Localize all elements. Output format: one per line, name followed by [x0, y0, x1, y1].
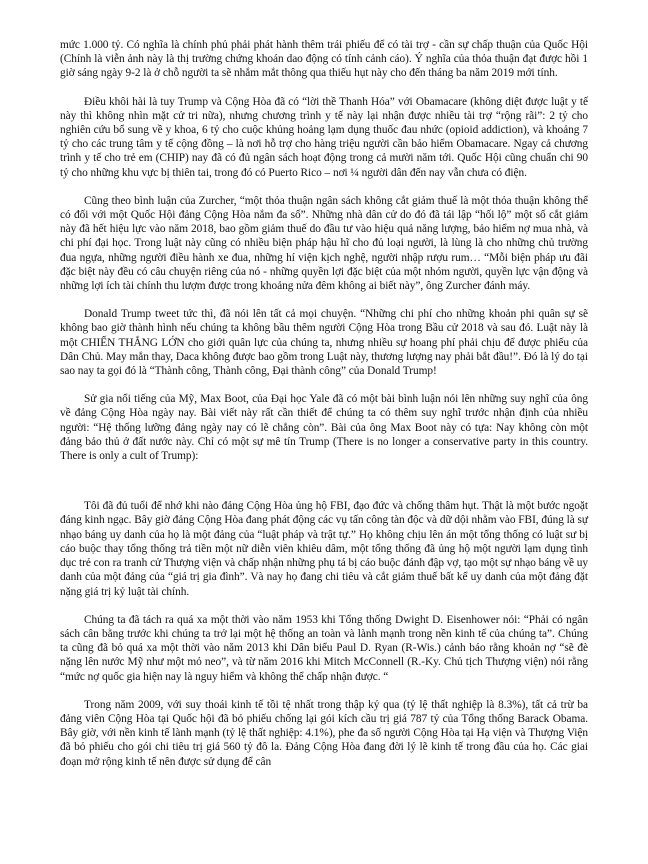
paragraph-stimulus-2009: Trong năm 2009, với suy thoái kinh tế tồi tệ nhất trong thập kỷ qua (tỷ lệ thất nghiệp là 8.3%), tất cả trừ ba đảng viên Cộng Hòa tại Quốc hội đã bỏ phiếu chống lại gói kích cầu trị giá 787 tỷ của Tổng thống Barack Obama. Bây giờ, với nền kinh tế lành mạnh (tỷ lệ thất nghiệp: 4.1%), phe đa số người Cộng Hòa tại Hạ viện và Thượng Viện đã bỏ phiếu cho gói chi tiêu trị giá 560 tỷ đô la. Đảng Cộng Hòa đang đời lý lẽ kinh tế trong đầu của họ. Các giai đoạn mở rộng kinh tế nên được sử dụng để cân	[60, 698, 588, 768]
paragraph-max-boot-intro: Sử gia nổi tiếng của Mỹ, Max Boot, của Đại học Yale đã có một bài bình luận nói lên những suy nghĩ của ông về đảng Cộng Hòa ngày nay. Bài viết này rất cần thiết để chúng ta có thêm suy nghĩ trước nhận định của nhiều người: “Hệ thống lưỡng đảng ngày nay có lẽ chẳng còn”. Bài của ông Max Boot này có tựa: Nay không còn một đảng bảo thủ ở đất nước này. Chỉ có một sự mê tín Trump (There is no longer a conservative party in this country. There is only a cult of Trump):	[60, 393, 588, 463]
paragraph-eisenhower-quote: Chúng ta đã tách ra quá xa một thời vào năm 1953 khi Tổng thống Dwight D. Eisenhower nói: “Phải có ngân sách cân bằng trước khi chúng ta trở lại một hệ thống an toàn và lành mạnh trong nền kinh tế của chúng ta”. Chúng ta cũng đã bỏ quá xa một thời vào năm 2013 khi Dân biểu Paul D. Ryan (R-Wis.) cảnh báo rằng khoản nợ “sẽ đè nặng lên nước Mỹ như một mỏ neo”, và từ năm 2016 khi Mitch McConnell (R.-Ky. Chủ tịch Thượng viện) nói rằng “mức nợ quốc gia hiện nay là nguy hiểm và không thể chấp nhận được. “	[60, 613, 588, 683]
paragraph-trump-tweet: Donald Trump tweet tức thì, đã nói lên tất cả mọi chuyện. “Những chi phí cho những khoản phi quân sự sẽ không bao giờ thành hình nếu chúng ta không bầu thêm người Cộng Hòa trong Bầu cử 2018 và sau đó. Luật này là một CHIẾN THẮNG LỚN cho giới quân lực của chúng ta, nhưng nhiều sự hoang phí phải chịu để được phiếu của Dân Chủ. May mắn thay, Daca không được bao gồm trong Luật này, thương lượng nay phải bắt đầu!”. Đó là lý do tại sao nay ta gọi đó là “Thành công, Thành công, Đại thành công” của Donald Trump!	[60, 308, 588, 378]
paragraph-budget-bonds: mức 1.000 tỷ. Có nghĩa là chính phủ phải phát hành thêm trái phiếu để có tài trợ - cần sự chấp thuận của Quốc Hội (Chính là viễn ảnh này là thị trường chứng khoán dao động có tính cảnh cáo). Ý nghĩa của thỏa thuận đạt được hồi 1 giờ sáng ngày 9-2 là ở chỗ người ta sẽ nhắm mắt thông qua thiếu hụt này cho đến tháng ba năm 2019 mới tính.	[60, 39, 588, 80]
paragraph-fbi-ethics: Tôi đã đủ tuổi để nhớ khi nào đảng Cộng Hòa ủng hộ FBI, đạo đức và chống thâm hụt. Thật là một bước ngoặt đáng kinh ngạc. Bây giờ đảng Cộng Hòa đang phát động các vụ tấn công tàn độc và dữ dội nhằm vào FBI, đúng là sự nhạo báng uy danh của họ là một đảng của “luật pháp và trật tự.” Họ không chịu lên án một tổng thống có luật sư bị cáo buộc thay tổng thống trả tiền một nữ diễn viên khiêu dâm, một tổng thống đã ủng hộ một người lạm dụng tình dục trẻ con ra tranh cử Thượng viện và chấp nhận những phụ tá bị cáo buộc đánh đập vợ, tạo một sự nhạo báng về uy danh của một đảng của “giá trị gia đình”. Và nay họ đang chi tiêu và cắt giảm thuế bất kể uy danh của một đảng đặt nặng giá trị kỷ luật tài chính.	[60, 500, 588, 598]
paragraph-obamacare-funding: Điều khôi hài là tuy Trump và Cộng Hòa đã có “lời thề Thanh Hóa” với Obamacare (không diệt được luật y tế này thì không nhìn mặt cử tri nữa), nhưng chương trình y tế này lại nhận được nhiều tài trợ “rộng rãi”: 2 tỷ cho nghiên cứu bổ sung về y khoa, 6 tỷ cho cuộc khủng hoảng lạm dụng thuốc đau nhức (opioid addiction), và khoảng 7 tỷ cho các trung tâm y tế cộng đồng – là nơi hỗ trợ cho hàng triệu người cần bảo hiểm Obamacare. Ngay cả chương trình y tế cho trẻ em (CHIP) nay đã có đủ ngân sách hoạt động trong cả mười năm tới. Quốc Hội cũng chuẩn chi 90 tỷ cho những khu vực bị thiên tai, trong đó có Puerto Rico – nơi ¼ người dân đến nay vẫn chưa có điện.	[60, 95, 588, 179]
paragraph-zurcher-tax-cuts: Cũng theo bình luận của Zurcher, “một thỏa thuận ngân sách không cắt giảm thuế là một thỏa thuận không thể có đối với một Quốc Hội đảng Cộng Hòa nắm đa số”. Những nhà dân cử do đó đã tái lập “hối lộ” một số cắt giảm này đã hết hiệu lực vào năm 2018, bao gồm giảm thuế do đầu tư vào hiệu quả năng lượng, bảo hiểm nợ mua nhà, và chi phí đại học. Trong luật này cũng có nhiều biện pháp hậu hĩ cho đủ loại người, là lùng là cho những chủ trường đua ngựa, những người điều hành xe đua, những hí viện kịch nghệ, người nhập rượu rum… “Mỗi biện pháp ưu đãi đặc biệt này đều có câu chuyện riêng của nó - những quyền lợi đặc biệt của một nhóm người, quyền lực vận động và những lợi ích tài chính thu lượm được trong khoảng nửa đêm không ai biết này”, ông Zurcher đánh máy.	[60, 194, 588, 293]
